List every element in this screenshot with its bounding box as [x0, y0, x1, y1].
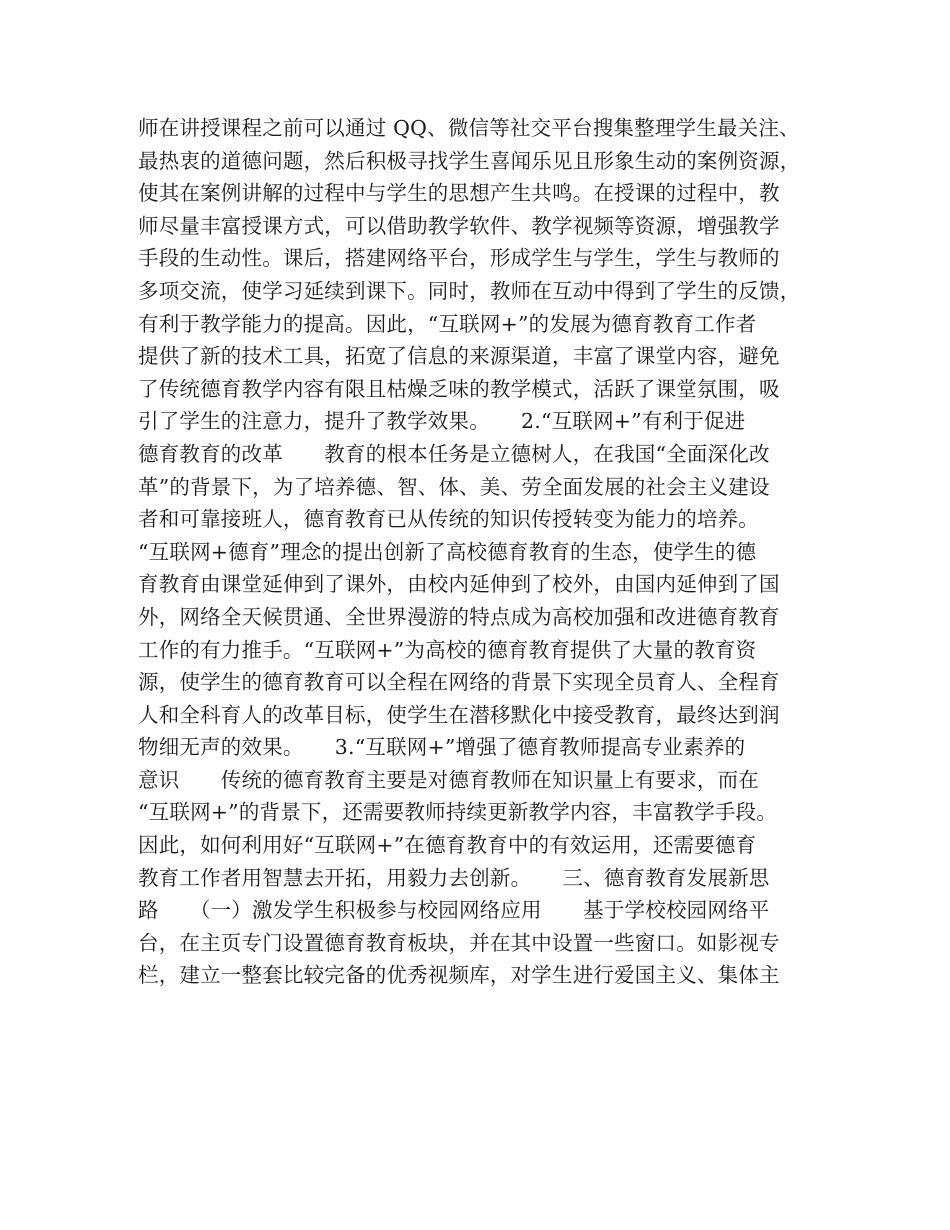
text-line: 德育教育的改革 教育的根本任务是立德树人，在我国“全面深化改	[138, 441, 770, 466]
text-line: 引了学生的注意力，提升了教学效果。 2.“互联网+”有利于促进	[138, 409, 746, 434]
text-line: 多项交流，使学习延续到课下。同时，教师在互动中得到了学生的反馈，	[138, 278, 801, 303]
text-line: 有利于教学能力的提高。因此，“互联网+”的发展为德育教育工作者	[138, 311, 757, 336]
text-line: 路 （一）激发学生积极参与校园网络应用 基于学校校园网络平	[138, 898, 770, 923]
text-line: 最热衷的道德问题，然后积极寻找学生喜闻乐见且形象生动的案例资源，	[138, 148, 801, 173]
text-line: 台，在主页专门设置德育教育板块，并在其中设置一些窗口。如影视专	[138, 930, 780, 955]
text-line: 外，网络全天候贯通、全世界漫游的特点成为高校加强和改进德育教育	[138, 604, 780, 629]
text-line: 因此，如何利用好“互联网+”在德育教育中的有效运用，还需要德育	[138, 833, 757, 858]
text-line: 物细无声的效果。 3.“互联网+”增强了德育教师提高专业素养的	[138, 735, 746, 760]
text-line: 师尽量丰富授课方式，可以借助教学软件、教学视频等资源，增强教学	[138, 213, 780, 238]
text-line: 手段的生动性。课后，搭建网络平台，形成学生与学生，学生与教师的	[138, 246, 780, 271]
text-line: 意识 传统的德育教育主要是对德育教师在知识量上有要求，而在	[138, 767, 759, 792]
text-line: 使其在案例讲解的过程中与学生的思想产生共鸣。在授课的过程中，教	[138, 181, 780, 206]
text-line: “互联网+”的背景下，还需要教师持续更新教学内容，丰富教学手段。	[138, 800, 778, 825]
text-line: 者和可靠接班人，德育教育已从传统的知识传授转变为能力的培养。	[138, 507, 759, 532]
text-line: 提供了新的技术工具，拓宽了信息的来源渠道，丰富了课堂内容，避免	[138, 344, 780, 369]
text-line: 育教育由课堂延伸到了课外，由校内延伸到了校外，由国内延伸到了国	[138, 572, 780, 597]
text-line: 师在讲授课程之前可以通过 QQ、微信等社交平台搜集整理学生最关注、	[138, 116, 800, 140]
text-line: 了传统德育教学内容有限且枯燥乏味的教学模式，活跃了课堂氛围，吸	[138, 376, 780, 401]
text-line: 教育工作者用智慧去开拓，用毅力去创新。 三、德育教育发展新思	[138, 865, 770, 890]
text-line: 革”的背景下，为了培养德、智、体、美、劳全面发展的社会主义建设	[138, 474, 770, 499]
text-line: “互联网+德育”理念的提出创新了高校德育教育的生态，使学生的德	[138, 539, 757, 564]
body-text	[138, 112, 828, 992]
text-line: 栏，建立一整套比较完备的优秀视频库，对学生进行爱国主义、集体主	[138, 963, 780, 988]
text-line: 工作的有力推手。“互联网+”为高校的德育教育提供了大量的教育资	[138, 637, 757, 662]
text-line: 源，使学生的德育教育可以全程在网络的背景下实现全员育人、全程育	[138, 670, 780, 695]
text-line: 人和全科育人的改革目标，使学生在潜移默化中接受教育，最终达到润	[138, 702, 780, 727]
